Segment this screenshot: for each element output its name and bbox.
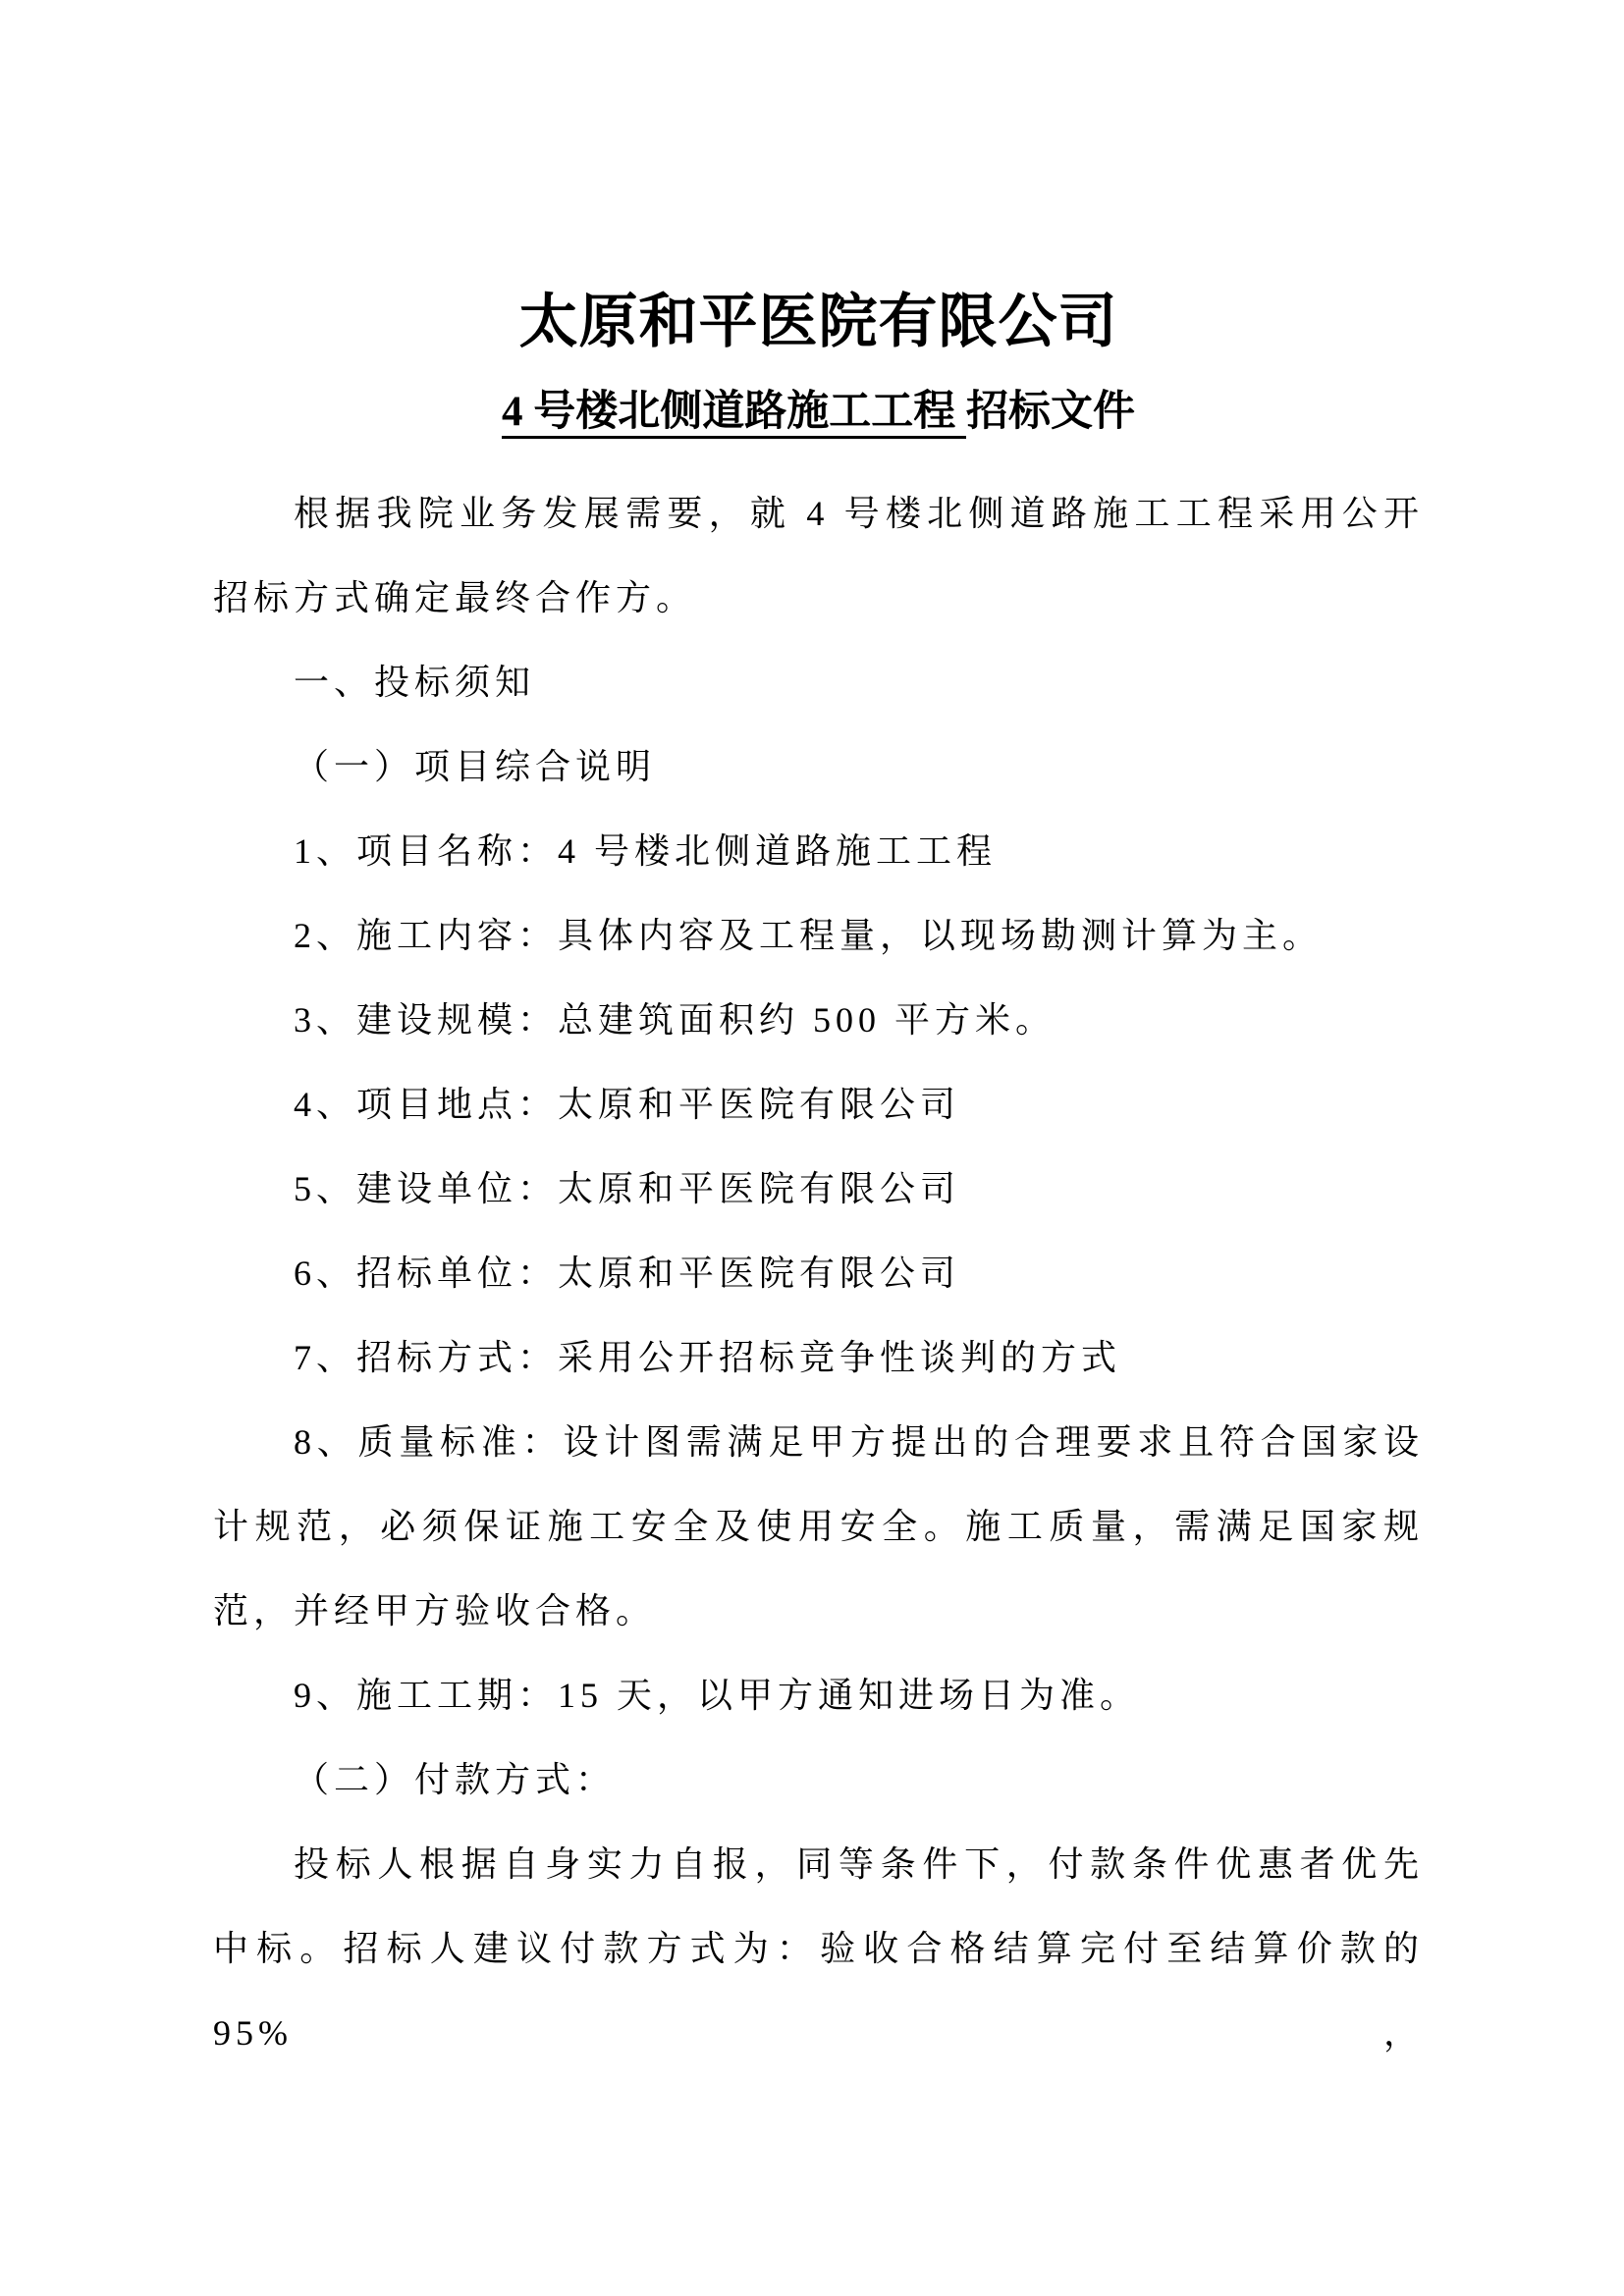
- body-line-section-1-2-1: （二）付款方式：: [294, 1760, 617, 1799]
- body-line-item-8-1: 8、质量标准：设计图需满足甲方提出的合理要求且符合国家设: [294, 1422, 1424, 1462]
- document-title: 太原和平医院有限公司: [518, 290, 1118, 354]
- body-line-item-1-1: 1、项目名称：4 号楼北侧道路施工工程: [294, 831, 998, 871]
- body-line-item-8-3: 范，并经甲方验收合格。: [213, 1591, 657, 1630]
- body-line-item-2-1: 2、施工内容：具体内容及工程量，以现场勘测计算为主。: [294, 916, 1324, 955]
- body-line-item-9-1: 9、施工工期：15 天，以甲方通知进场日为准。: [294, 1676, 1141, 1715]
- subtitle-underlined-text: 4 号楼北侧道路施工工程: [502, 389, 966, 439]
- subtitle-plain-text: 招标文件: [966, 389, 1135, 435]
- document-subtitle: [213, 383, 1424, 442]
- body-line-item-6-1: 6、招标单位：太原和平医院有限公司: [294, 1254, 961, 1293]
- body-line-section-1-1: 一、投标须知: [294, 663, 536, 702]
- body-line-item-3-1: 3、建设规模：总建筑面积约 500 平方米。: [294, 1000, 1056, 1040]
- body-line-item-4-1: 4、项目地点：太原和平医院有限公司: [294, 1085, 961, 1124]
- body-line-payment-1: 投标人根据自身实力自报，同等条件下，付款条件优惠者优先: [294, 1844, 1424, 1884]
- body-line-payment-2: 中标。招标人建议付款方式为：验收合格结算完付至结算价款的 95%，: [213, 1929, 1424, 2053]
- body-line-intro-1: 根据我院业务发展需要，就 4 号楼北侧道路施工工程采用公开: [294, 494, 1424, 533]
- body-line-item-7-1: 7、招标方式：采用公开招标竞争性谈判的方式: [294, 1338, 1122, 1377]
- body-line-item-5-1: 5、建设单位：太原和平医院有限公司: [294, 1169, 961, 1208]
- document-body: [213, 471, 1424, 2075]
- body-line-section-1-1-1: （一）项目综合说明: [294, 747, 657, 786]
- body-line-item-8-2: 计规范，必须保证施工安全及使用安全。施工质量，需满足国家规: [213, 1507, 1424, 1546]
- body-line-intro-2: 招标方式确定最终合作方。: [213, 578, 697, 617]
